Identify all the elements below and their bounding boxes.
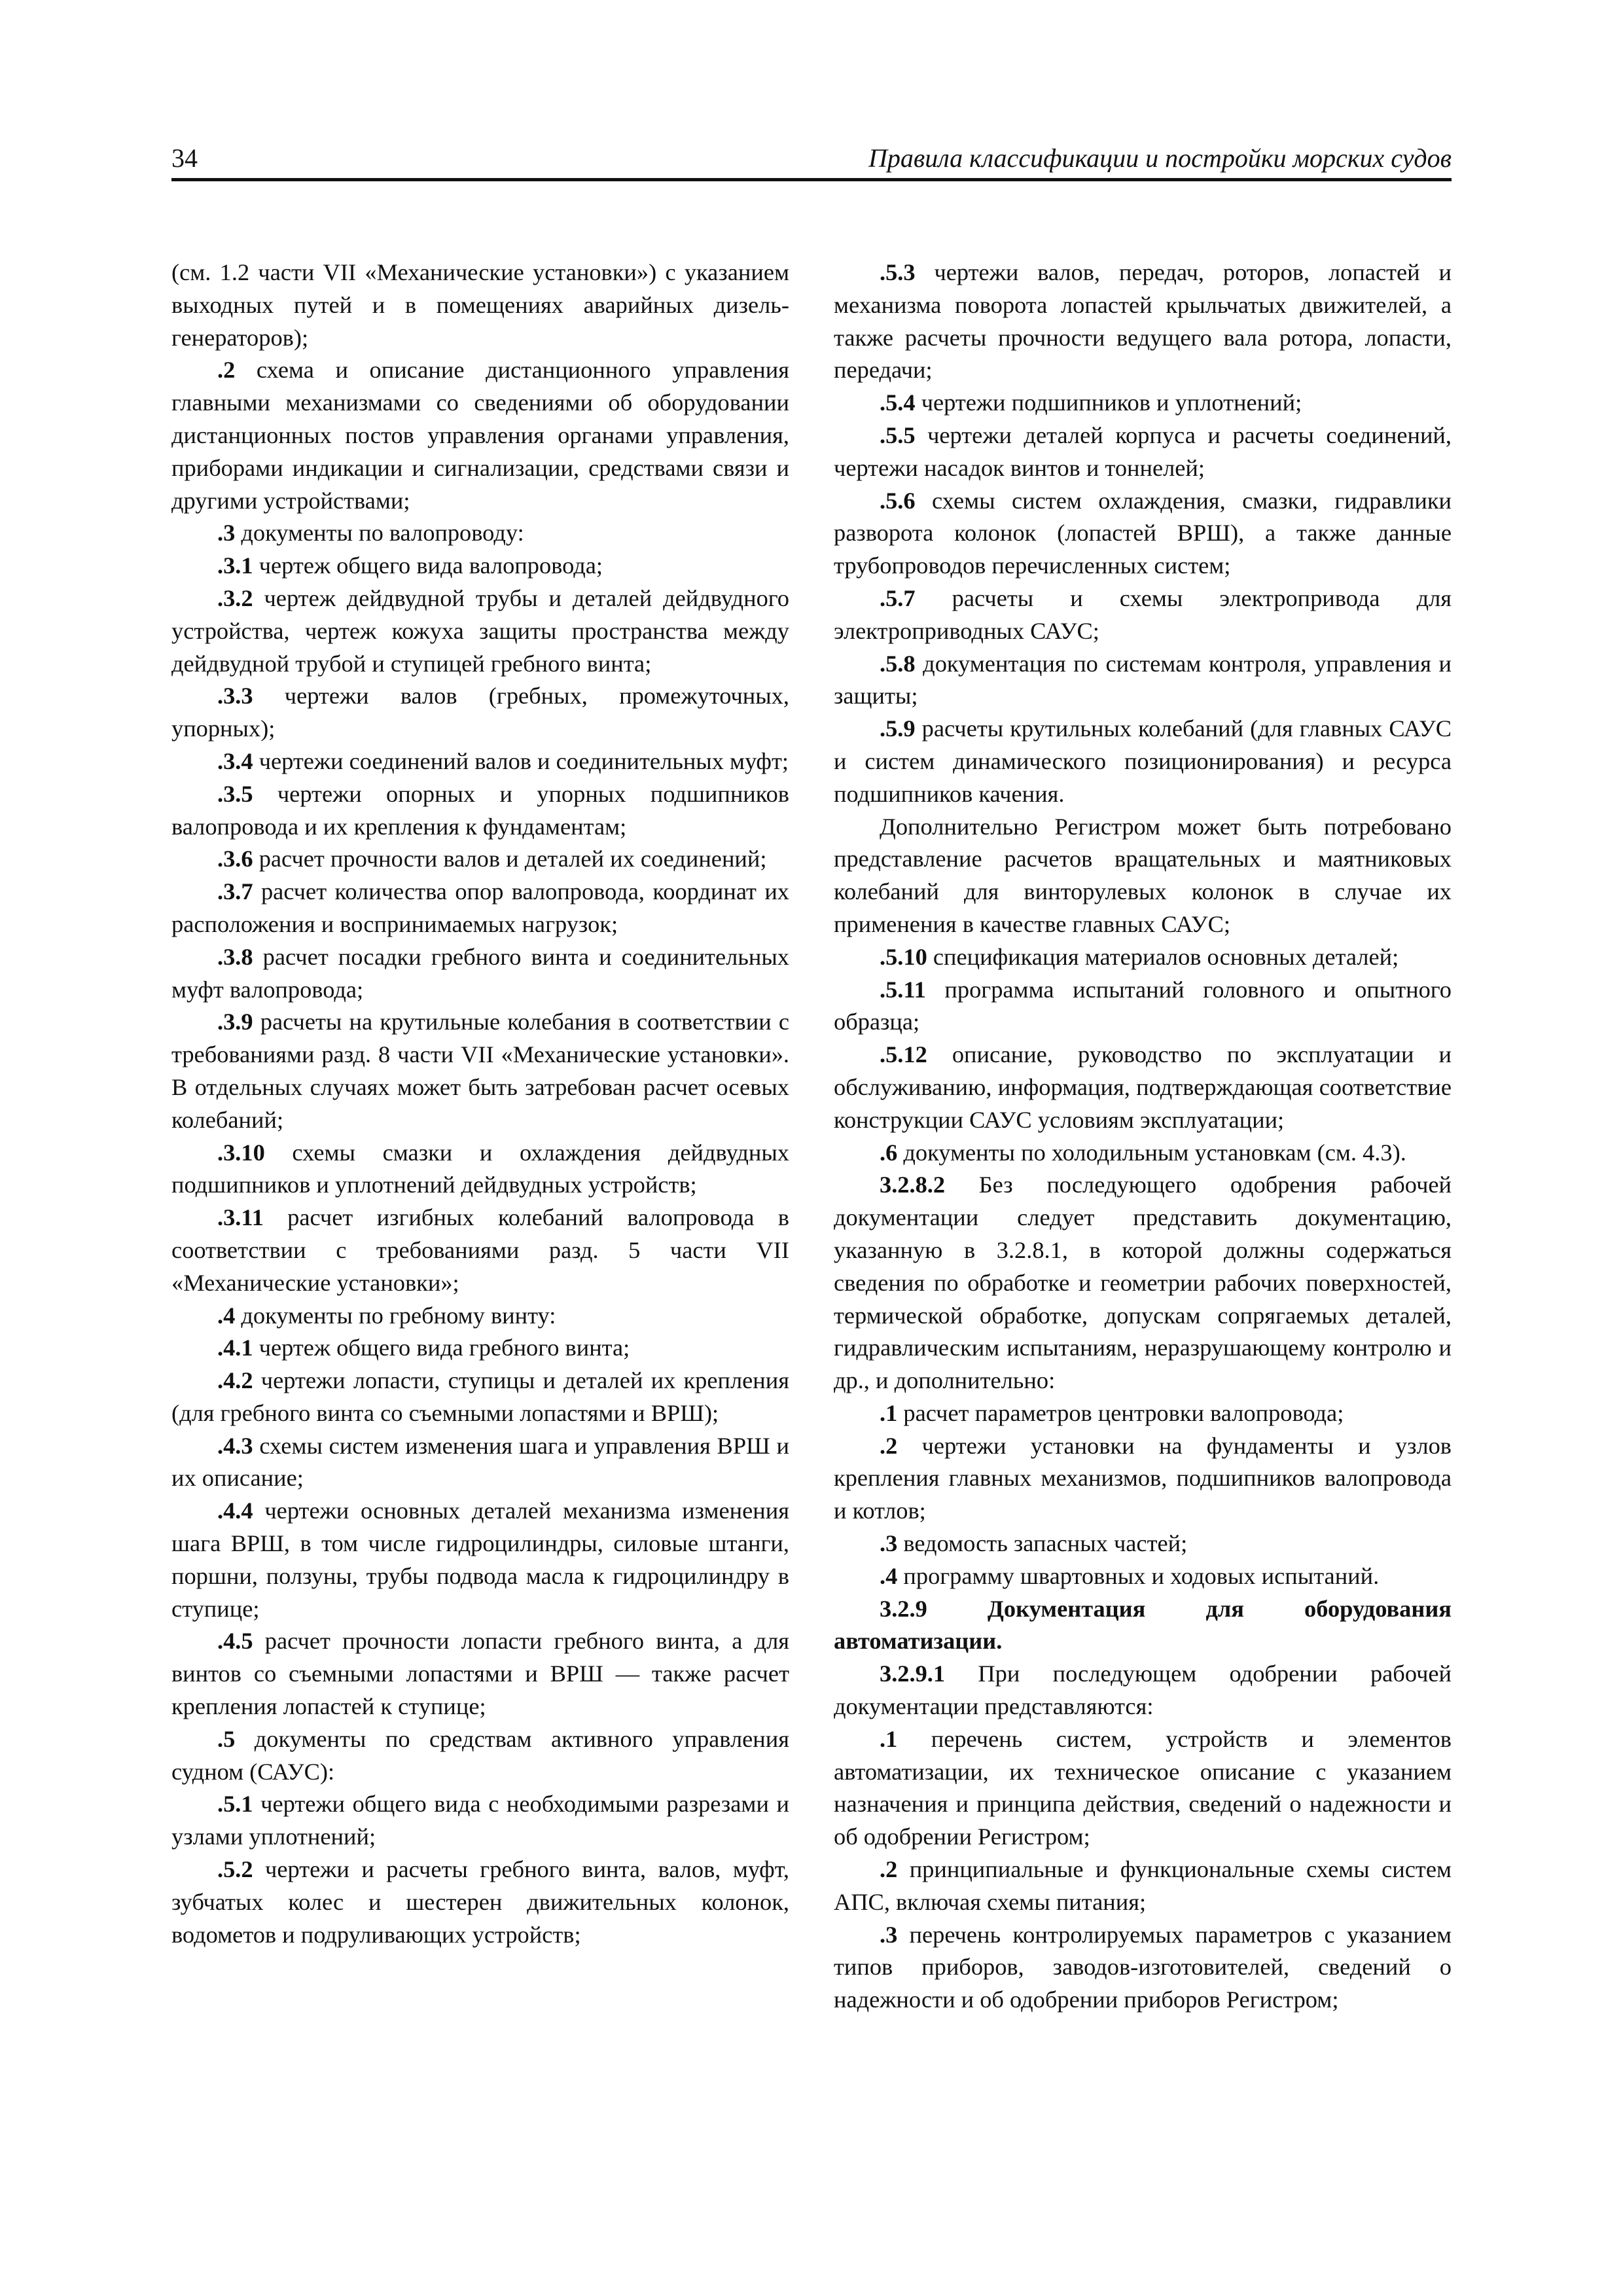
paragraph: .3.2 чертеж дейдвудной трубы и деталей дейдвудного устройства, чертеж кожуха защиты пространства между дейдвудной трубой и ступицей гребного винта; <box>171 584 789 677</box>
paragraph: .2 принципиальные и функциональные схемы систем АПС, включая схемы питания; <box>834 1856 1452 1915</box>
paragraph: .3.9 расчеты на крутильные колебания в соответствии с требованиями разд. 8 части VII «Механические установки». В отдельных случаях может быть затребован расчет осевых колебаний; <box>171 1009 789 1133</box>
paragraph: .5.4 чертежи подшипников и уплотнений; <box>880 389 1302 416</box>
paragraph: .5.10 спецификация материалов основных деталей; <box>880 943 1399 970</box>
paragraph: .3 ведомость запасных частей; <box>880 1530 1188 1557</box>
left-column <box>171 257 789 1951</box>
paragraph: .3.10 схемы смазки и охлаждения дейдвудных подшипников и уплотнений дейдвудных устройств; <box>171 1139 789 1198</box>
paragraph: .5.8 документация по системам контроля, управления и защиты; <box>834 650 1452 709</box>
paragraph: .4.1 чертеж общего вида гребного винта; <box>217 1335 630 1361</box>
paragraph: .5.3 чертежи валов, передач, роторов, лопастей и механизма поворота лопастей крыльчатых движителей, а также расчеты прочности ведущего вала ротора, лопасти, передачи; <box>834 259 1452 384</box>
header-rule <box>171 178 1452 181</box>
paragraph: .3.5 чертежи опорных и упорных подшипников валопровода и их крепления к фундаментам; <box>171 780 789 840</box>
paragraph: Дополнительно Регистром может быть потребовано представление расчетов вращательных и маятниковых колебаний для винторулевых колонок в случае их применения в качестве главных САУС; <box>834 813 1452 937</box>
paragraph: .2 схема и описание дистанционного управления главными механизмами со сведениями об оборудовании дистанционных постов управления органами управления, приборами индикации и сигнализации, средствами связи и другими устройствами; <box>171 357 789 514</box>
paragraph: .5.1 чертежи общего вида с необходимыми разрезами и узлами уплотнений; <box>171 1791 789 1850</box>
paragraph: .1 перечень систем, устройств и элементов автоматизации, их техническое описание с указанием назначения и принципа действия, сведений о надежности и об одобрении Регистром; <box>834 1725 1452 1850</box>
paragraph: .4.5 расчет прочности лопасти гребного винта, а для винтов со съемными лопастями и ВРШ — также расчет крепления лопастей к ступице; <box>171 1628 789 1720</box>
paragraph: .5.11 программа испытаний головного и опытного образца; <box>834 976 1452 1035</box>
paragraph: .5.6 схемы систем охлаждения, смазки, гидравлики разворота колонок (лопастей ВРШ), а также данные трубопроводов перечисленных систем; <box>834 487 1452 579</box>
paragraph: .4.3 схемы систем изменения шага и управления ВРШ и их описание; <box>171 1432 789 1492</box>
paragraph: 3.2.9.1 При последующем одобрении рабочей документации представляются: <box>834 1660 1452 1720</box>
paragraph: 3.2.8.2 Без последующего одобрения рабочей документации следует представить документацию, указанную в 3.2.8.1, в которой должны содержаться сведения по обработке и геометрии рабочих поверхностей, термической обработке, допускам сопрягаемых деталей, гидравлическим испытаниям, неразрушающему контролю и др., и дополнительно: <box>834 1172 1452 1394</box>
paragraph: .3.11 расчет изгибных колебаний валопровода в соответствии с требованиями разд. 5 части VII «Механические установки»; <box>171 1204 789 1296</box>
paragraph: .5 документы по средствам активного управления судном (САУС): <box>171 1725 789 1785</box>
section-heading: 3.2.9 Документация для оборудования автоматизации. <box>834 1595 1452 1655</box>
paragraph: (см. 1.2 части VII «Механические установки») с указанием выходных путей и в помещениях аварийных дизель-генераторов); <box>171 259 789 351</box>
right-column <box>834 257 1452 2017</box>
paragraph: .3.1 чертеж общего вида валопровода; <box>217 552 603 579</box>
paragraph: .4 документы по гребному винту: <box>217 1302 556 1329</box>
paragraph: .4.4 чертежи основных деталей механизма изменения шага ВРШ, в том числе гидроцилиндры, силовые штанги, поршни, ползуны, трубы подвода масла к гидроцилиндру в ступице; <box>171 1498 789 1622</box>
paragraph: .5.2 чертежи и расчеты гребного винта, валов, муфт, зубчатых колес и шестерен движительных колонок, водометов и подруливающих устройств; <box>171 1856 789 1948</box>
paragraph: .3.3 чертежи валов (гребных, промежуточных, упорных); <box>171 683 789 742</box>
paragraph: .4 программу швартовных и ходовых испытаний. <box>880 1562 1380 1589</box>
running-title: Правила классификации и постройки морских судов <box>868 143 1452 173</box>
paragraph: .4.2 чертежи лопасти, ступицы и деталей их крепления (для гребного винта со съемными лопастями и ВРШ); <box>171 1367 789 1426</box>
paragraph: .2 чертежи установки на фундаменты и узлов крепления главных механизмов, подшипников валопровода и котлов; <box>834 1432 1452 1524</box>
paragraph: .5.7 расчеты и схемы электропривода для электроприводных САУС; <box>834 584 1452 644</box>
paragraph: .1 расчет параметров центровки валопровода; <box>880 1399 1344 1426</box>
paragraph: .3.8 расчет посадки гребного винта и соединительных муфт валопровода; <box>171 943 789 1003</box>
paragraph: .5.5 чертежи деталей корпуса и расчеты соединений, чертежи насадок винтов и тоннелей; <box>834 422 1452 481</box>
paragraph: .6 документы по холодильным установкам (см. 4.3). <box>880 1139 1406 1166</box>
paragraph: .3.4 чертежи соединений валов и соединительных муфт; <box>217 747 789 774</box>
paragraph: .5.12 описание, руководство по эксплуатации и обслуживанию, информация, подтверждающая соответствие конструкции САУС условиям эксплуатации; <box>834 1041 1452 1133</box>
paragraph: .3.6 расчет прочности валов и деталей их соединений; <box>217 846 767 872</box>
paragraph: .5.9 расчеты крутильных колебаний (для главных САУС и систем динамического позиционирования) и ресурса подшипников качения. <box>834 715 1452 807</box>
paragraph: .3 документы по валопроводу: <box>217 520 524 547</box>
page-number: 34 <box>171 143 198 173</box>
paragraph: .3.7 расчет количества опор валопровода, координат их расположения и воспринимаемых нагрузок; <box>171 878 789 937</box>
paragraph: .3 перечень контролируемых параметров с указанием типов приборов, заводов-изготовителей, сведений о надежности и об одобрении приборов Регистром; <box>834 1921 1452 2013</box>
